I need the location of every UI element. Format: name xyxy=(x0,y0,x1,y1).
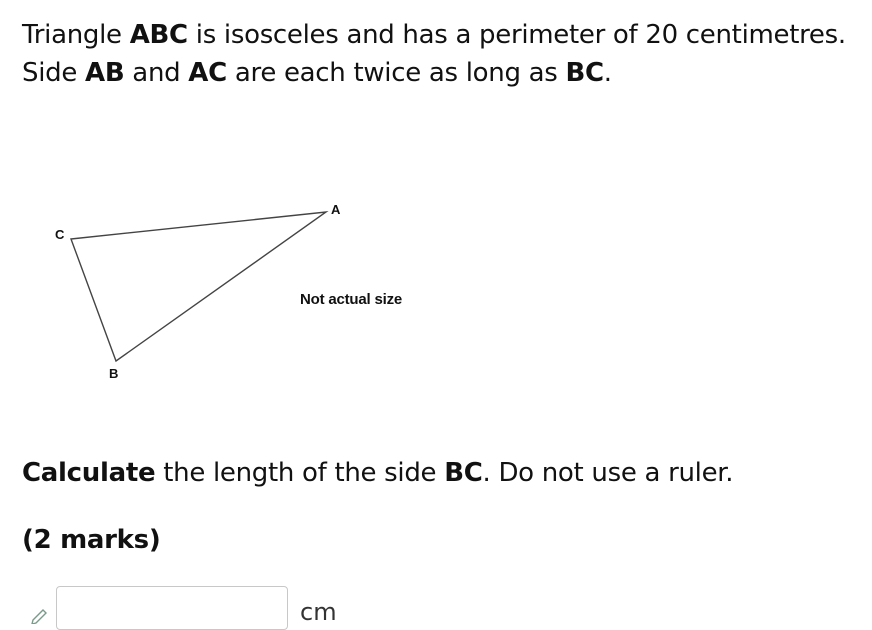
side-bc: BC xyxy=(444,458,483,488)
text: and xyxy=(124,58,189,88)
answer-input[interactable] xyxy=(56,586,288,630)
side-ac: AC xyxy=(188,58,227,88)
command-word: Calculate xyxy=(22,458,156,488)
text: Side xyxy=(22,58,85,88)
vertex-label-c: C xyxy=(55,227,65,242)
text: Triangle xyxy=(22,20,130,50)
problem-statement xyxy=(22,16,862,92)
side-ab: AB xyxy=(85,58,125,88)
marks-label: (2 marks) xyxy=(22,525,161,555)
problem-line-2 xyxy=(22,54,862,92)
answer-unit: cm xyxy=(300,598,337,626)
triangle-figure xyxy=(40,190,460,400)
triangle-abc xyxy=(71,212,326,361)
vertex-label-a: A xyxy=(331,202,341,217)
question-text xyxy=(22,455,733,491)
pencil-icon xyxy=(30,604,50,624)
text: . Do not use a ruler. xyxy=(482,458,734,488)
side-bc: BC xyxy=(565,58,604,88)
text: the length of the side xyxy=(155,458,445,488)
not-actual-size-note: Not actual size xyxy=(300,291,403,308)
text: . xyxy=(603,58,612,88)
text: are each twice as long as xyxy=(226,58,566,88)
triangle-name: ABC xyxy=(129,20,188,50)
answer-row xyxy=(30,586,430,626)
problem-line-1 xyxy=(22,16,862,54)
text: is isosceles and has a perimeter of 20 centimetres. xyxy=(187,20,846,50)
vertex-label-b: B xyxy=(109,366,119,381)
